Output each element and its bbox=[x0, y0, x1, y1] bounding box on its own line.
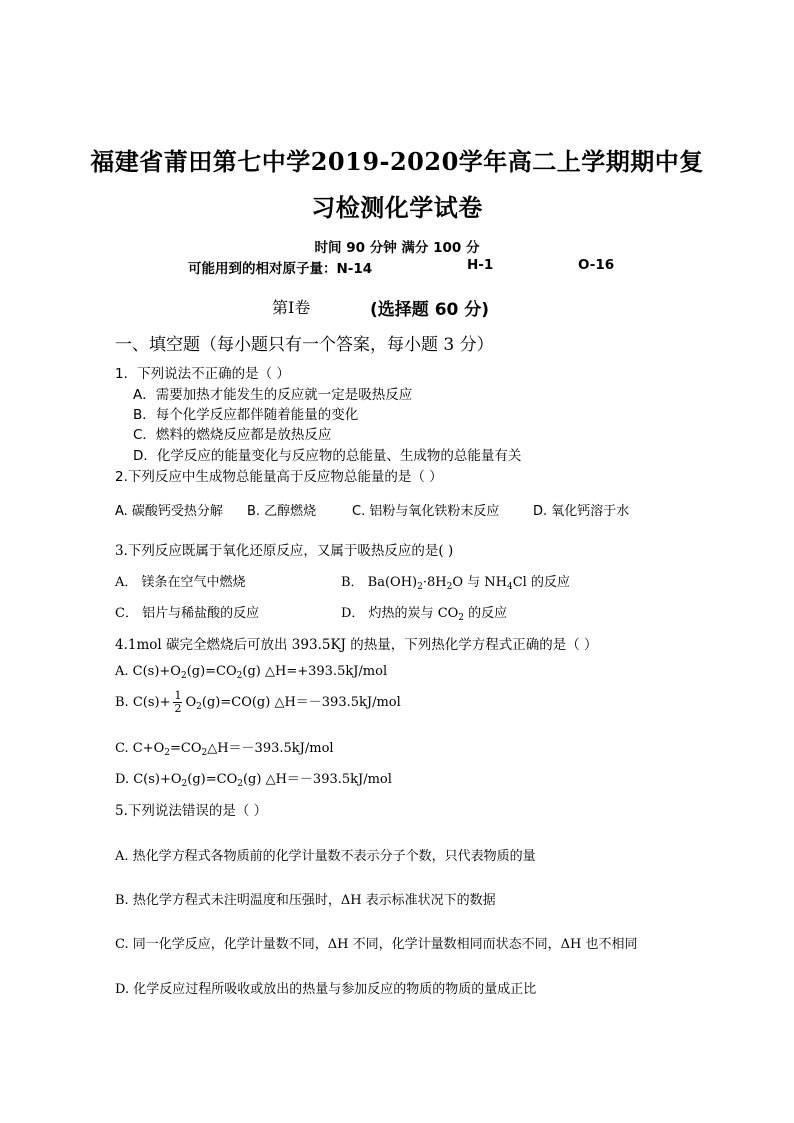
question-3-option-d: D． 灼热的炭与 $CO_2$ 的反应 bbox=[341, 606, 508, 623]
question-4-option-a: A. $C(s)+O_2(g)=CO_2(g)$ △H=+393.5kJ/mol bbox=[115, 664, 388, 681]
question-2-option-d: D. 氧化钙溶于水 bbox=[533, 504, 630, 519]
one-half-fraction: $\frac{1}{2}$ bbox=[174, 689, 182, 715]
question-5-option-d: D. 化学反应过程所吸收或放出的热量与参加反应的物质的物质的量成正比 bbox=[115, 982, 537, 997]
question-3-option-c: C． 铝片与稀盐酸的反应 bbox=[115, 606, 260, 621]
question-5-stem: 5.下列说法错误的是（ ） bbox=[115, 803, 268, 819]
part-label: 第Ⅰ卷 bbox=[272, 298, 311, 317]
question-1-option-b: B．每个化学反应都伴随着能量的变化 bbox=[133, 407, 359, 423]
question-5-option-a: A. 热化学方程式各物质前的化学计量数不表示分子个数，只代表物质的量 bbox=[115, 849, 536, 864]
atomic-mass-o: O-16 bbox=[578, 257, 615, 273]
page-title-line1: 福建省莆田第七中学2019-2020学年高二上学期期中复 bbox=[90, 147, 704, 176]
atomic-mass-label: 可能用到的相对原子量：N-14 bbox=[188, 261, 373, 277]
page-title-line2: 习检测化学试卷 bbox=[311, 193, 483, 222]
question-1-option-a: A．需要加热才能发生的反应就一定是吸热反应 bbox=[133, 387, 413, 403]
exam-time-info: 时间 90 分钟 满分 100 分 bbox=[314, 240, 480, 256]
question-3-option-b: B． $Ba(OH)_2\cdot 8H_2O$ 与 $NH_4Cl$ 的反应 bbox=[341, 575, 570, 592]
question-1-option-c: C．燃料的燃烧反应都是放热反应 bbox=[133, 427, 332, 443]
question-2-option-b: B. 乙醇燃烧 bbox=[247, 504, 317, 519]
question-2-option-a: A. 碳酸钙受热分解 bbox=[115, 504, 223, 519]
question-4-option-c: C. $C+O_2=CO_2\triangle H=-393.5kJ$/mol bbox=[115, 741, 334, 758]
question-3-option-a: A． 镁条在空气中燃烧 bbox=[115, 575, 246, 590]
atomic-mass-h: H-1 bbox=[467, 257, 494, 273]
question-1-option-d: D．化学反应的能量变化与反应物的总能量、生成物的总能量有关 bbox=[133, 448, 522, 464]
part-description: (选择题 60 分) bbox=[370, 300, 490, 320]
section-heading: 一、填空题（每小题只有一个答案，每小题 3 分） bbox=[115, 335, 494, 355]
question-2-stem: 2.下列反应中生成物总能量高于反应物总能量的是（ ） bbox=[115, 469, 443, 485]
question-4-option-d: D. $C(s)+O_2(g)=CO_2(g)$ △H＝－393.5kJ/mol bbox=[115, 772, 392, 789]
question-4-option-b: B. C(s)+ $\frac{1}{2}$ $O_2(g)=CO(g)$ △H＝－393.5kJ/mol bbox=[115, 689, 401, 715]
question-5-option-c: C. 同一化学反应，化学计量数不同，ΔH 不同，化学计量数相同而状态不同，ΔH 也不相同 bbox=[115, 937, 638, 952]
question-2-option-c: C. 铝粉与氧化铁粉末反应 bbox=[352, 504, 500, 519]
question-4-stem: 4.1mol 碳完全燃烧后可放出 393.5KJ 的热量，下列热化学方程式正确的是（ ） bbox=[115, 637, 598, 653]
question-3-stem: 3.下列反应既属于氧化还原反应，又属于吸热反应的是( ) bbox=[115, 543, 454, 559]
question-5-option-b: B. 热化学方程式未注明温度和压强时，ΔH 表示标准状况下的数据 bbox=[115, 893, 496, 908]
question-1-stem: 1．下列说法不正确的是（ ） bbox=[115, 366, 290, 382]
